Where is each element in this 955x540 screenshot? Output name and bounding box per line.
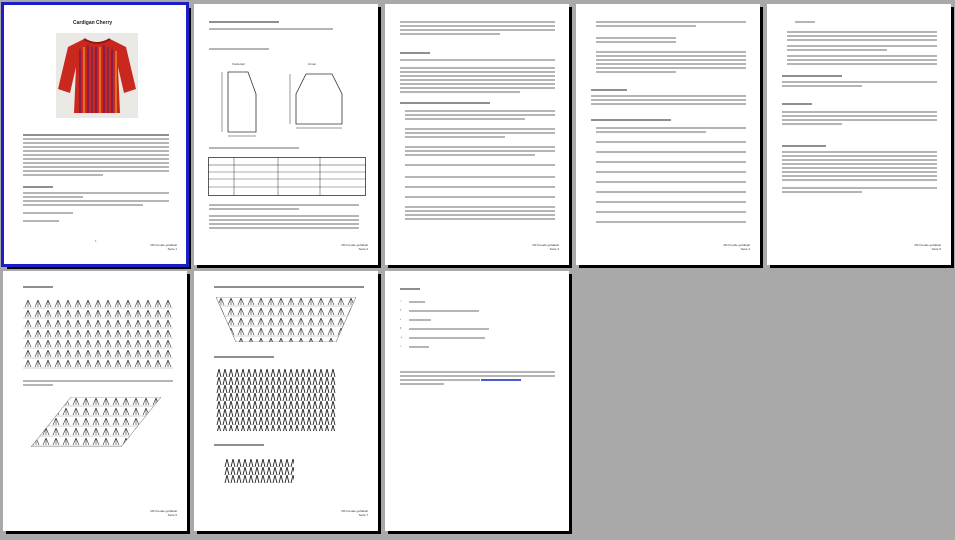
crochet-chart-4 (216, 369, 336, 431)
footer-brand: Mit Freude gehäkelt (150, 509, 177, 513)
footer-brand: Mit Freude gehäkelt (914, 243, 941, 247)
crochet-chart-5 (224, 459, 294, 483)
label-front: Vorderteil (232, 62, 245, 66)
footer-brand: Mit Freude gehäkelt (341, 509, 368, 513)
page-thumbnail-3[interactable] (385, 4, 569, 265)
footer-brand: Mit Freude gehäkelt (532, 243, 559, 247)
legend-symbol-3: • (400, 317, 402, 321)
page-thumbnail-5[interactable] (767, 4, 951, 265)
page-thumbnail-4[interactable] (576, 4, 760, 265)
page-title: Cardigan Cherry (73, 20, 113, 26)
legend-symbol-5: ⊥ (400, 335, 403, 339)
legend-symbol-4: ‡ (400, 326, 402, 330)
label-sleeve: Ärmel (308, 62, 316, 66)
page-thumbnail-2[interactable] (194, 4, 378, 265)
page-footer (914, 243, 941, 251)
footer-brand: Mit Freude gehäkelt (341, 243, 368, 247)
page-footer (723, 243, 750, 251)
sweater-photo (56, 33, 138, 118)
footer-brand: Mit Freude gehäkelt (150, 243, 177, 247)
footer-page: Seite 3 (549, 247, 559, 251)
page-thumbnail-1[interactable] (3, 4, 187, 265)
page-footer (150, 243, 177, 251)
footer-page: Seite 6 (167, 513, 177, 517)
page-thumbnail-8[interactable] (385, 271, 569, 531)
crochet-chart-2 (31, 397, 161, 447)
size-diagrams (208, 64, 368, 144)
page-footer (150, 509, 177, 517)
size-table (208, 157, 366, 197)
crochet-chart-3 (216, 297, 356, 342)
page-thumbnail-6[interactable] (3, 271, 187, 531)
sweater-image (56, 33, 138, 118)
legend-symbol-1: ○ (400, 299, 402, 303)
footer-page: Seite 4 (740, 247, 750, 251)
page-footer (532, 243, 559, 251)
legend-symbol-6: ∴ (400, 344, 402, 348)
footer-page: Seite 7 (358, 513, 368, 517)
page-number: 1 (95, 239, 97, 243)
footer-page: Seite 2 (358, 247, 368, 251)
email-link[interactable] (481, 379, 521, 381)
page-thumbnail-7[interactable] (194, 271, 378, 531)
legend-symbol-2: † (400, 308, 402, 312)
crochet-chart-1 (23, 299, 173, 369)
page-footer (341, 509, 368, 517)
page-footer (341, 243, 368, 251)
footer-page: Seite 5 (931, 247, 941, 251)
footer-page: Seite 1 (167, 247, 177, 251)
footer-brand: Mit Freude gehäkelt (723, 243, 750, 247)
